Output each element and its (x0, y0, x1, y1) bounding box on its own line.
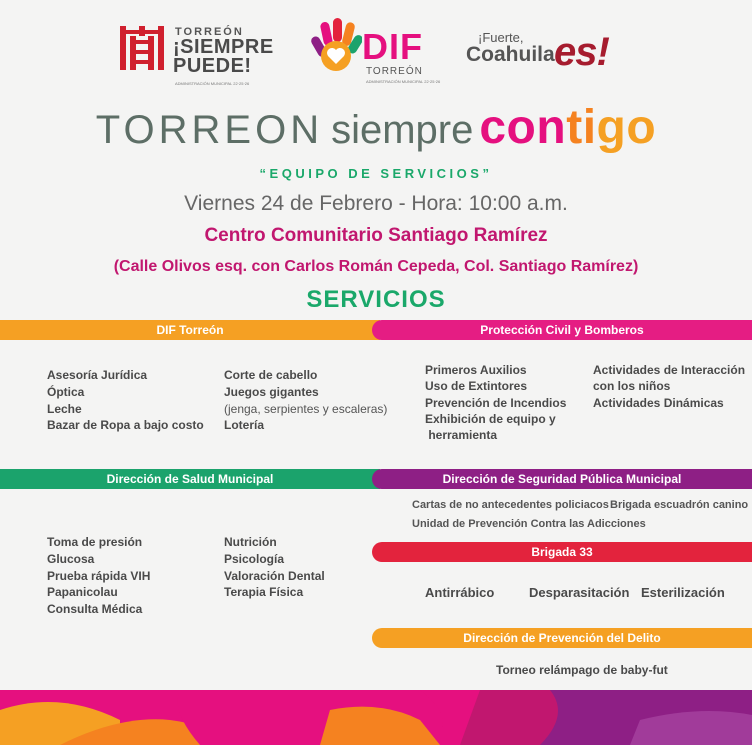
list-item: Uso de Extintores (425, 379, 528, 394)
list-item: Valoración Dental (224, 568, 325, 583)
list-item: Asesoría Jurídica (47, 368, 148, 382)
headline-contigo (479, 101, 656, 154)
seguridad-item: Cartas de no antecedentes policiacos (412, 499, 609, 511)
list-item: Prevención de Incendios (425, 395, 567, 410)
seguridad-item: Unidad de Prevención Contra las Adicciones (412, 518, 646, 530)
salud-services-list-2 (224, 534, 325, 601)
logo-coahuila-es: es! (554, 30, 609, 74)
event-title: “EQUIPO DE SERVICIOS” (259, 166, 493, 181)
proteccion-civil-list-2 (593, 362, 745, 411)
logo-coahuila-fuerte: ¡Fuerte, (478, 30, 524, 45)
logo-torreon-siempre-puede (120, 24, 280, 86)
headline-contigo-letter: c (479, 101, 507, 154)
section-header-salud: Dirección de Salud Municipal (0, 469, 380, 489)
brigada-item: Esterilización (641, 585, 725, 600)
logo-slogan-line1: ¡SIEMPRE (173, 36, 274, 58)
logo-torreon-label: TORREÓN (175, 26, 244, 38)
logo-slogan-line2: PUEDE! (173, 55, 252, 77)
list-item: Consulta Médica (47, 602, 143, 617)
logo-fuerte-coahuila (466, 30, 626, 80)
headline-contigo-letter: i (582, 101, 597, 154)
list-item: Nutrición (224, 535, 277, 549)
list-item: Papanicolau (47, 585, 118, 600)
logo-torreon-slogan (173, 38, 283, 76)
list-item: con los niños (593, 379, 671, 394)
dif-services-list-2 (224, 367, 387, 434)
dif-services-list-1 (47, 367, 204, 434)
event-address: (Calle Olivos esq. con Carlos Román Cepeda, Col. Santiago Ramírez) (113, 258, 639, 275)
headline (0, 100, 752, 155)
section-header-seguridad: Dirección de Seguridad Pública Municipal (372, 469, 752, 489)
brigada-item: Desparasitación (529, 585, 630, 600)
event-date-time: Viernes 24 de Febrero - Hora: 10:00 a.m. (184, 192, 568, 215)
section-header-dif: DIF Torreón (0, 320, 380, 340)
list-item: Lotería (224, 418, 265, 433)
list-item-note: (jenga, serpientes y escaleras) (224, 401, 388, 416)
logo-dif-word: DIF (362, 26, 423, 67)
list-item: herramienta (425, 428, 498, 443)
headline-contigo-letter: o (506, 101, 537, 154)
headline-torreon: TORREON (95, 108, 324, 152)
list-item: Actividades Dinámicas (593, 395, 724, 410)
list-item: Bazar de Ropa a bajo costo (47, 418, 204, 433)
proteccion-civil-list-1 (425, 362, 566, 443)
list-item: Corte de cabello (224, 368, 318, 382)
list-item: Primeros Auxilios (425, 363, 527, 377)
list-item: Leche (47, 401, 82, 416)
section-header-prevencion-delito: Dirección de Prevención del Delito (372, 628, 752, 648)
list-item: Óptica (47, 384, 85, 399)
salud-services-list-1 (47, 534, 150, 618)
logo-torreon-small-print: ADMINISTRACIÓN MUNICIPAL 22·25·26 (175, 81, 250, 86)
section-header-brigada-33: Brigada 33 (372, 542, 752, 562)
list-item: Toma de presión (47, 535, 143, 549)
seguridad-item: Brigada escuadrón canino (610, 499, 749, 511)
headline-contigo-letter: n (536, 101, 567, 154)
list-item: Psicología (224, 551, 285, 566)
hand-heart-icon (308, 16, 362, 74)
list-item: Terapia Física (224, 585, 304, 600)
headline-siempre: siempre (331, 108, 474, 152)
list-item: Exhibición de equipo y (425, 411, 556, 426)
prevencion-item: Torneo relámpago de baby-fut (496, 663, 668, 677)
list-item: Actividades de Interacción (593, 363, 746, 377)
event-venue: Centro Comunitario Santiago Ramírez (204, 225, 548, 246)
list-item: Juegos gigantes (224, 384, 319, 399)
headline-contigo-letter: o (626, 101, 657, 154)
decorative-color-band (0, 690, 752, 745)
logo-dif-small-print: ADMINISTRACIÓN MUNICIPAL 22·25·26 (366, 79, 441, 84)
list-item: Glucosa (47, 551, 95, 566)
headline-contigo-letter: t (566, 101, 583, 154)
list-item: Prueba rápida VIH (47, 568, 151, 583)
section-header-proteccion-civil: Protección Civil y Bomberos (372, 320, 752, 340)
castle-icon (120, 26, 164, 70)
brigada-item: Antirrábico (425, 585, 495, 600)
logo-coahuila-name: Coahuila (466, 43, 555, 66)
services-heading: SERVICIOS (306, 286, 446, 313)
headline-contigo-letter: g (596, 101, 627, 154)
logo-dif-torreon (308, 16, 441, 84)
logo-dif-sub: TORREÓN (366, 66, 423, 77)
